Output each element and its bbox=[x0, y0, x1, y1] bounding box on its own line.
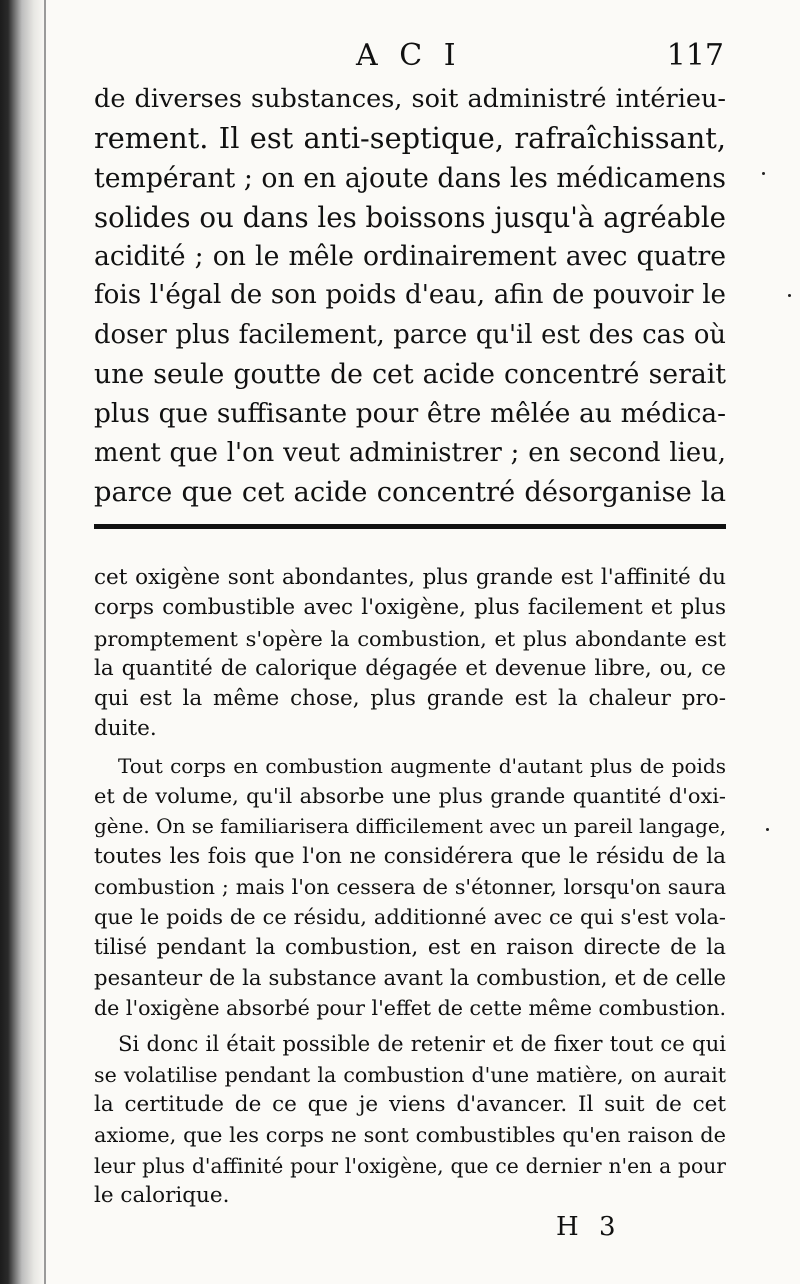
footnote-line: Si donc il était possible de retenir et de fixer tout ce qui bbox=[118, 1031, 726, 1057]
paper-speck bbox=[762, 172, 765, 175]
footnote-line: se volatilise pendant la combustion d'une matière, on aurait bbox=[94, 1062, 726, 1087]
footnote-line: toutes les fois que l'on ne considérera que le résidu de la bbox=[94, 843, 726, 869]
footnote-line: axiome, que les corps ne sont combustibles qu'en raison de bbox=[94, 1123, 726, 1148]
footnote-line: la quantité de calorique dégagée et devenue libre, ou, ce bbox=[94, 655, 726, 681]
paper-speck bbox=[788, 294, 791, 297]
main-text-line: de diverses substances, soit administré intérieu- bbox=[94, 84, 726, 114]
main-text-line: acidité ; on le mêle ordinairement avec quatre bbox=[94, 241, 726, 273]
footnote-line: qui est la même chose, plus grande est la chaleur pro- bbox=[94, 686, 726, 712]
page-binding-edge bbox=[0, 0, 46, 1284]
footnote-separator-rule bbox=[94, 524, 726, 529]
main-text-line: plus que suffisante pour être mêlée au médica- bbox=[94, 398, 726, 430]
footnote-paragraph bbox=[94, 751, 726, 1024]
footnote-line: le calorique. bbox=[94, 1182, 230, 1208]
page-binding-line bbox=[44, 0, 46, 1284]
footnote-line: tilisé pendant la combustion, est en raison directe de la bbox=[94, 934, 726, 960]
footnote-line: Tout corps en combustion augmente d'autant plus de poids bbox=[118, 753, 726, 778]
main-text-line: une seule goutte de cet acide concentré serait bbox=[94, 359, 726, 391]
paper-speck bbox=[766, 828, 769, 831]
footnote-line: pesanteur de la substance avant la combustion, et de celle bbox=[94, 964, 726, 990]
page-number: 117 bbox=[666, 38, 724, 73]
main-text-line: ment que l'on veut administrer ; en second lieu, bbox=[94, 437, 726, 468]
main-text-line: tempérant ; on en ajoute dans les médicamens bbox=[94, 162, 726, 194]
footnote-line: corps combustible avec l'oxigène, plus facilement et plus bbox=[94, 595, 726, 621]
footnote-line: la certitude de ce que je viens d'avancer. Il suit de cet bbox=[94, 1092, 726, 1118]
footnote-line: de l'oxigène absorbé pour l'effet de cette même combustion. bbox=[94, 996, 727, 1021]
footnote-line: cet oxigène sont abondantes, plus grande est l'affinité du bbox=[94, 565, 726, 590]
footnote-line: gène. On se familiarisera difficilement avec un pareil langage, bbox=[94, 814, 727, 839]
main-text-line: parce que cet acide concentré désorganise la bbox=[94, 476, 726, 508]
footnote-line: et de volume, qu'il absorbe une plus grande quantité d'oxi- bbox=[94, 784, 726, 809]
main-text-line: fois l'égal de son poids d'eau, afin de pouvoir le bbox=[94, 280, 726, 311]
running-head bbox=[96, 38, 724, 74]
footnote-paragraph bbox=[94, 1029, 726, 1211]
running-head-title: A C I bbox=[356, 38, 462, 73]
footnote-line: que le poids de ce résidu, additionné avec ce qui s'est vola- bbox=[94, 905, 726, 930]
footnote-line: combustion ; mais l'on cessera de s'étonner, lorsqu'on saura bbox=[94, 874, 726, 899]
footnote-paragraph bbox=[94, 563, 726, 745]
footnote-block bbox=[94, 563, 726, 1211]
signature-mark: H 3 bbox=[556, 1212, 622, 1242]
footnote-line: promptement s'opère la combustion, et plus abondante est bbox=[94, 626, 726, 651]
main-text-line: rement. Il est anti-septique, rafraîchissant, bbox=[94, 121, 726, 156]
main-text-line: doser plus facilement, parce qu'il est des cas où bbox=[94, 319, 726, 350]
footnote-line: duite. bbox=[94, 716, 157, 742]
footnote-line: leur plus d'affinité pour l'oxigène, que ce dernier n'en a pour bbox=[94, 1153, 726, 1178]
main-text-line: solides ou dans les boissons jusqu'à agréable bbox=[94, 200, 726, 234]
main-text-block bbox=[94, 80, 726, 512]
